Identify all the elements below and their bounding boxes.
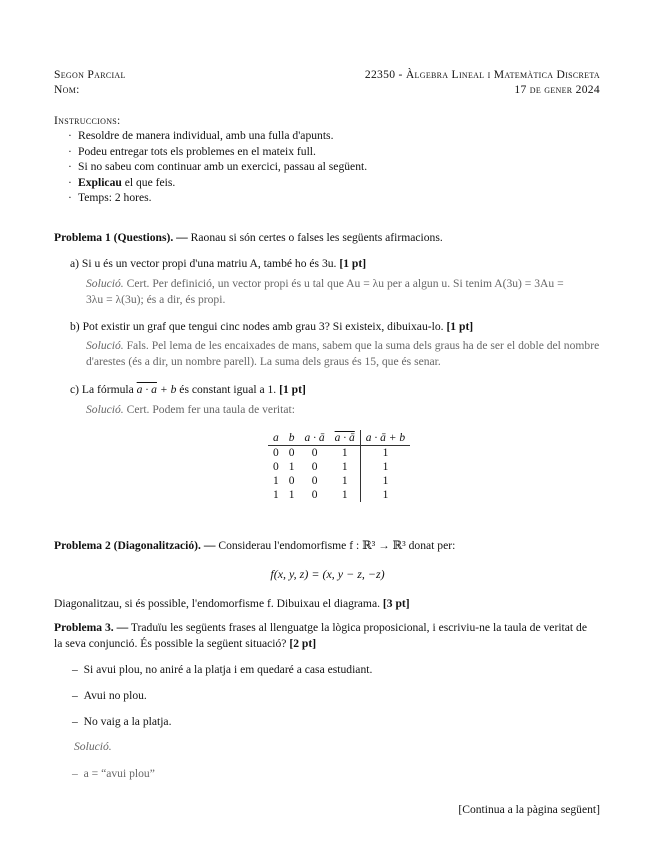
list-item: – a = “avui plou” — [72, 767, 155, 780]
table-cell: 0 — [273, 447, 279, 459]
solution-text: d'arestes (és a dir, un nombre parell). La suma dels graus és 15, que és senar. — [86, 355, 441, 368]
formula-overlined: a · a — [136, 383, 157, 396]
explain-bold: Explicau — [78, 175, 122, 189]
table-cell: 1 — [360, 488, 410, 502]
exam-name: Segon Parcial — [54, 68, 126, 81]
table-cell: 0 — [273, 461, 279, 473]
list-item: – Si avui plou, no aniré a la platja i em quedaré a casa estudiant. — [72, 663, 373, 676]
problem-1a — [70, 256, 600, 272]
table-row — [268, 446, 410, 461]
problem-1-statement: Raonau si són certes o falses les següents afirmacions. — [190, 231, 443, 244]
problem-2-equation: f(x, y, z) = (x, y − z, −z) — [270, 567, 385, 581]
table-cell: 0 — [311, 475, 318, 487]
solution-label: Solució. — [86, 339, 124, 352]
problem-1c-solution — [86, 402, 600, 418]
task-text: Diagonalitzau, si és possible, l'endomorfisme f. Dibuixau el diagrama. — [54, 597, 380, 610]
continue-note: [Continua a la pàgina següent] — [458, 803, 600, 816]
instruction-item: · Temps: 2 hores. — [78, 190, 367, 205]
table-row — [268, 488, 410, 502]
instructions-title: Instruccions: — [54, 114, 121, 127]
problem-3-statement: la seva conjunció. És possible la següent situació? — [54, 637, 287, 650]
table-header: a · ā — [330, 430, 361, 446]
item-label: a) — [70, 257, 80, 270]
instruction-item: · Podeu entregar tots els problemes en el mateix full. — [78, 144, 367, 159]
table-header: a · ā — [300, 430, 330, 446]
instruction-item: · Resoldre de manera individual, amb una fulla d'apunts. — [78, 128, 367, 143]
points: [1 pt] — [279, 383, 306, 396]
table-cell: 1 — [273, 475, 279, 487]
course-title: 22350 - Àlgebra Lineal i Matemàtica Discreta — [364, 68, 600, 81]
list-item: – Avui no plou. — [72, 689, 147, 702]
instruction-item: · Si no sabeu com continuar amb un exercici, passau al següent. — [78, 159, 367, 174]
points: [2 pt] — [289, 637, 317, 650]
problem-2-statement: Considerau l'endomorfisme f : ℝ³ → ℝ³ donat per: — [218, 539, 456, 552]
points: [3 pt] — [382, 597, 410, 610]
table-row — [268, 474, 410, 488]
truth-table — [268, 430, 410, 502]
item-text: Pot existir un graf que tengui cinc nodes amb grau 3? Si existeix, dibuixau-lo. — [82, 320, 444, 333]
explain-rest: el que feis. — [121, 175, 176, 189]
problem-1c — [70, 382, 600, 398]
table-cell: 1 — [360, 474, 410, 488]
table-cell: 0 — [288, 475, 295, 487]
list-item: – No vaig a la platja. — [72, 715, 172, 728]
formula-rest: + b — [159, 383, 177, 396]
table-cell: 0 — [311, 489, 318, 501]
table-cell: 1 — [360, 460, 410, 474]
item-text: La fórmula — [81, 383, 134, 396]
table-cell: 1 — [273, 489, 279, 501]
item-label: b) — [70, 320, 80, 333]
solution-text: Cert. Podem fer una taula de veritat: — [126, 403, 295, 416]
table-header: a — [268, 430, 284, 446]
table-cell: 1 — [341, 475, 348, 487]
table-cell: 0 — [311, 447, 318, 459]
problem-1-title: Problema 1 (Questions). — — [54, 231, 188, 244]
points: [1 pt] — [446, 320, 474, 333]
table-cell: 1 — [288, 489, 295, 501]
problem-2-heading — [54, 538, 600, 554]
problem-1b — [70, 319, 600, 335]
table-header: b — [284, 430, 300, 446]
problem-3-heading — [54, 620, 600, 652]
instruction-item — [78, 175, 367, 190]
table-header-row — [268, 430, 410, 446]
table-cell: 0 — [288, 447, 295, 459]
solution-text: Cert. Per definició, un vector propi és u tal que Au = λu per a algun u. Si tenim A(3u) = 3Au = — [126, 277, 564, 290]
item-label: c) — [70, 383, 80, 396]
problem-1-heading — [54, 230, 600, 246]
problem-1b-solution — [86, 338, 600, 370]
problem-2-task — [54, 596, 600, 612]
instructions — [54, 113, 367, 205]
points: [1 pt] — [339, 257, 367, 270]
table-row — [268, 460, 410, 474]
problem-3-solution-label: Solució. — [74, 740, 112, 753]
table-cell: 1 — [360, 446, 410, 461]
table-cell: 1 — [341, 489, 348, 501]
exam-date: 17 de gener 2024 — [514, 83, 600, 96]
item-text: Si u és un vector propi d'una matriu A, també ho és 3u. — [81, 257, 337, 270]
problem-3-statement: Traduïu les següents frases al llenguatge la lògica proposicional, i escriviu-ne la taula de veritat de — [130, 621, 587, 634]
solution-text: 3λu = λ(3u); és a dir, és propi. — [86, 293, 226, 306]
problem-2-title: Problema 2 (Diagonalització). — — [54, 539, 216, 552]
table-cell: 0 — [311, 461, 318, 473]
table-header: a · ā + b — [360, 430, 410, 446]
table-cell: 1 — [288, 461, 295, 473]
item-text: és constant igual a 1. — [179, 383, 277, 396]
table-cell: 1 — [341, 447, 348, 459]
name-label: Nom: — [54, 83, 80, 96]
page-header — [54, 67, 600, 97]
table-cell: 1 — [341, 461, 348, 473]
problem-3-title: Problema 3. — — [54, 621, 129, 634]
solution-label: Solució. — [86, 403, 124, 416]
solution-label: Solució. — [86, 277, 124, 290]
problem-1a-solution — [86, 276, 600, 308]
solution-text: Fals. Pel lema de les encaixades de mans, sabem que la suma dels graus ha de ser el doble del nombre — [126, 339, 600, 352]
